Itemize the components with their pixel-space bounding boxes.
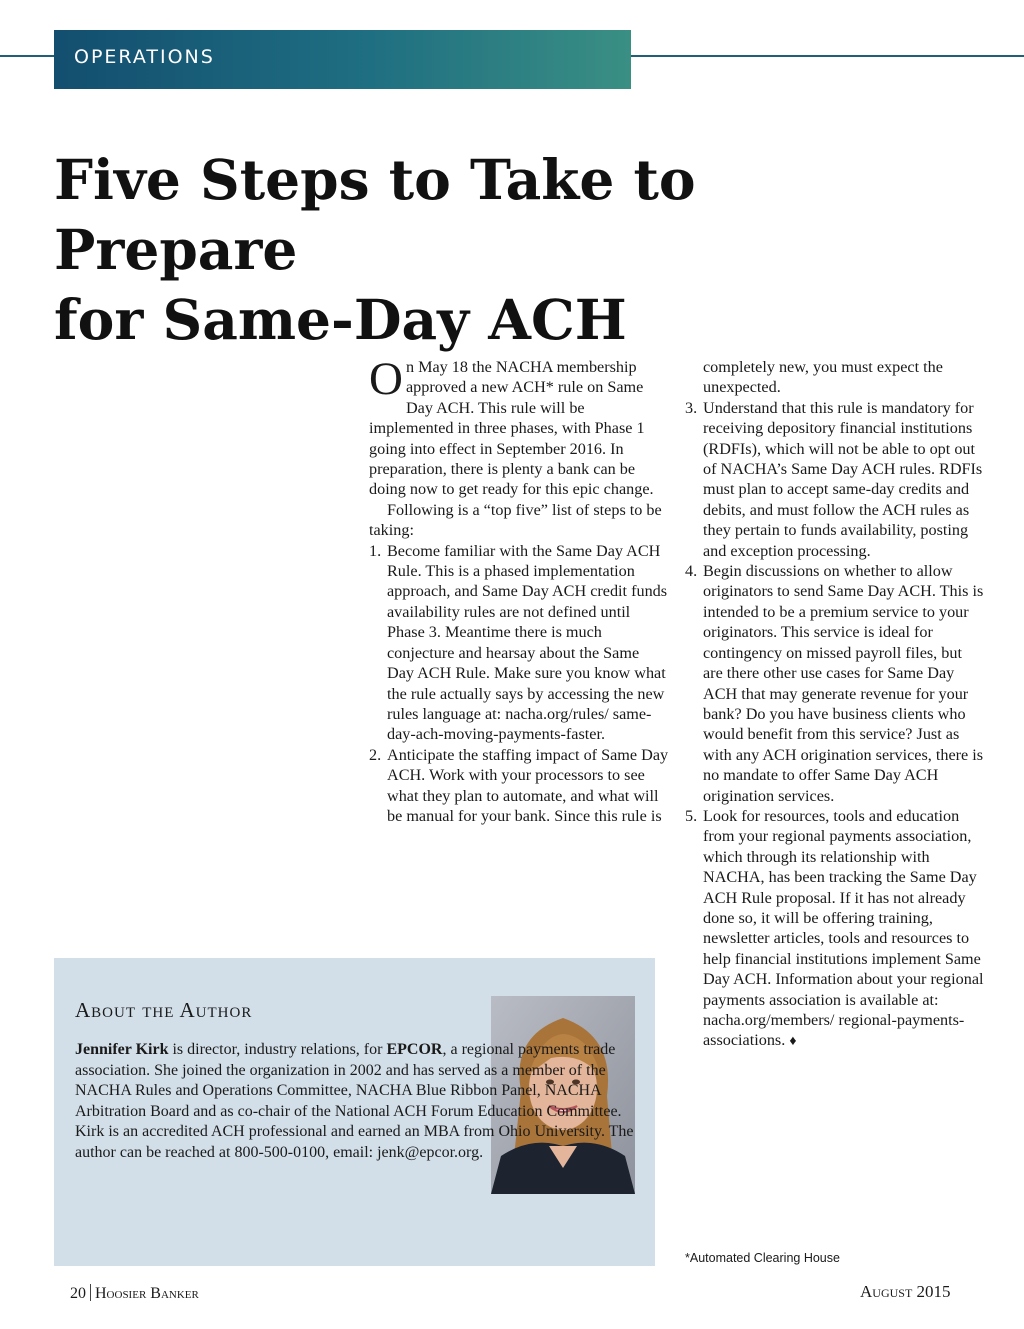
drop-cap: O bbox=[369, 353, 403, 405]
list-item: 1. Become familiar with the Same Day ACH Rule. This is a phased implementation approach, and Same Day ACH credit funds availability rules are not defined until Phase 3. Meantime there is much conjecture and hearsay about the Same Day ACH Rule. Make sure you know what the rule actually says by accessing the new rules language at: nacha.org/rules/ same-day-ach-moving-payments-faster. bbox=[369, 541, 668, 744]
list-item: 2. Anticipate the staffing impact of Same Day ACH. Work with your processors to see what they plan to automate, and what will be manual for your bank. Since this rule is bbox=[369, 745, 669, 825]
intro-paragraph: On May 18 the NACHA membership approved a new ACH* rule on Same Day ACH. This rule will be implemented in three phases, with Phase 1 going into effect in September 2016. In preparation, there is plenty a bank can be doing now to get ready for this epic change. bbox=[369, 353, 654, 499]
page-number: 20 bbox=[70, 1285, 86, 1302]
list-item: 4. Begin discussions on whether to allow originators to send Same Day ACH. This is intended to be a premium service to your originators. This service is ideal for contingency on missed payroll files, but are there other use cases for Same Day ACH that may generate revenue for your bank? Do you have business clients who would benefit from this service? Just as with any ACH origination services, there is no mandate to offer Same Day ACH origination services. bbox=[685, 562, 984, 805]
article-title bbox=[54, 145, 954, 355]
publication-name: Hoosier Banker bbox=[95, 1285, 199, 1302]
section-label: OPERATIONS bbox=[74, 46, 215, 68]
about-heading: About the Author bbox=[75, 998, 253, 1022]
page-footer-left bbox=[70, 1284, 199, 1303]
about-body: Jennifer Kirk is director, industry relations, for EPCOR, a regional payments trade association. She joined the organization in 2002 and has served as a member of the NACHA Rules and Operations Committee, NACHA Blue Ribbon Panel, NACHA Arbitration Board and as co-chair of the National ACH Forum Education Committee. Kirk is an accredited ACH professional and earned an MBA from Ohio University. The author can be reached at 800-500-0100, email: jenk@epcor.org. bbox=[75, 1041, 634, 1161]
list-item: 5. Look for resources, tools and education from your regional payments association, which through its relationship with NACHA, has been tracking the Same Day ACH Rule proposal. If it has not already done so, it will be offering training, newsletter articles, tools and resources to help financial institutions implement Same Day ACH. Information about your regional payments association is available at: nacha.org/members/ regional-payments-associations. ♦ bbox=[685, 806, 984, 1050]
article-column-1 bbox=[369, 353, 669, 826]
author-name: Jennifer Kirk bbox=[75, 1041, 169, 1058]
list-item: 3. Understand that this rule is mandatory for receiving depository financial institutions (RDFIs), which will not be able to opt out of NACHA’s Same Day ACH rules. RDFIs must plan to accept same-day credits and debits, and must follow the ACH rules as they pertain to funds availability, posting and exception processing. bbox=[685, 398, 983, 560]
step-2-continued: completely new, you must expect the unexpected. bbox=[703, 358, 943, 397]
author-org: EPCOR bbox=[386, 1041, 443, 1058]
steps-list bbox=[369, 541, 669, 827]
section-banner bbox=[54, 30, 631, 89]
title-line-1: Five Steps to Take to Prepare bbox=[54, 147, 696, 282]
footer-divider bbox=[90, 1284, 91, 1301]
steps-list-continued bbox=[685, 398, 985, 1053]
end-of-article-mark: ♦ bbox=[789, 1034, 797, 1050]
footnote: *Automated Clearing House bbox=[685, 1251, 840, 1265]
about-author-box bbox=[54, 958, 655, 1266]
title-line-2: for Same-Day ACH bbox=[54, 287, 627, 352]
issue-date: August 2015 bbox=[860, 1282, 951, 1301]
article-column-2 bbox=[685, 357, 985, 1053]
list-lead: Following is a “top five” list of steps to be taking: bbox=[369, 500, 662, 540]
